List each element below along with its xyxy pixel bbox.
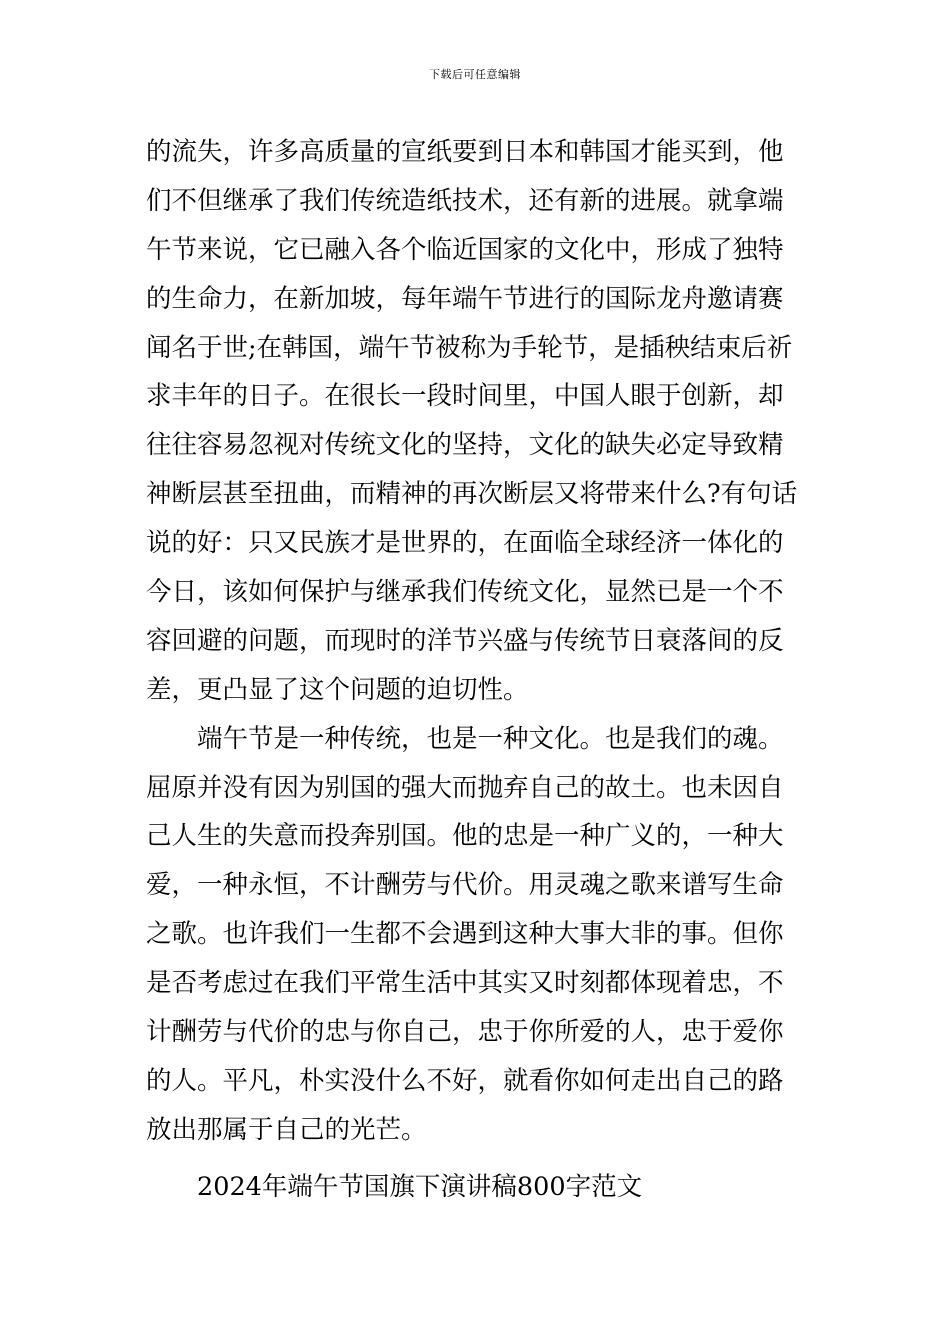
text-line: 今日，该如何保护与继承我们传统文化，显然已是一个不 (146, 577, 784, 608)
section-title: 2024年端午节国旗下演讲稿800字范文 (197, 1171, 643, 1202)
text-line: 的生命力，在新加坡，每年端午节进行的国际龙舟邀请赛 (146, 283, 784, 314)
text-line: 端午节是一种传统，也是一种文化。也是我们的魂。 (197, 723, 784, 754)
text-line: 爱，一种永恒，不计酬劳与代价。用灵魂之歌来谱写生命 (146, 870, 784, 901)
page-header: 下载后可任意编辑 (429, 68, 521, 81)
document-body (146, 128, 811, 1212)
text-line: 之歌。也许我们一生都不会遇到这种大事大非的事。但你 (146, 919, 784, 950)
text-line: 说的好：只又民族才是世界的，在面临全球经济一体化的 (146, 528, 784, 559)
text-line: 求丰年的日子。在很长一段时间里，中国人眼于创新，却 (146, 381, 784, 412)
text-line: 己人生的失意而投奔别国。他的忠是一种广义的，一种大 (146, 821, 784, 852)
text-line: 的人。平凡，朴实没什么不好，就看你如何走出自己的路 (146, 1065, 784, 1096)
text-line: 闻名于世;在韩国，端午节被称为手轮节，是插秧结束后祈 (146, 332, 793, 363)
text-line: 们不但继承了我们传统造纸技术，还有新的进展。就拿端 (146, 185, 784, 216)
text-line: 计酬劳与代价的忠与你自己，忠于你所爱的人，忠于爱你 (146, 1017, 784, 1048)
text-line: 放出那属于自己的光芒。 (146, 1114, 427, 1145)
text-line: 屈原并没有因为别国的强大而抛弃自己的故土。也未因自 (146, 772, 784, 803)
paragraph-1 (146, 128, 811, 715)
text-line: 神断层甚至扭曲，而精神的再次断层又将带来什么?有句话 (146, 479, 798, 510)
text-line: 午节来说，它已融入各个临近国家的文化中，形成了独特 (146, 234, 784, 265)
text-line: 容回避的问题，而现时的洋节兴盛与传统节日衰落间的反 (146, 625, 784, 656)
text-line: 差，更凸显了这个问题的迫切性。 (146, 674, 529, 705)
text-line: 往往容易忽视对传统文化的坚持，文化的缺失必定导致精 (146, 430, 784, 461)
text-line: 的流失，许多高质量的宣纸要到日本和韩国才能买到，他 (146, 137, 784, 167)
text-line: 是否考虑过在我们平常生活中其实又时刻都体现着忠，不 (146, 968, 784, 999)
paragraph-2 (146, 715, 811, 1155)
